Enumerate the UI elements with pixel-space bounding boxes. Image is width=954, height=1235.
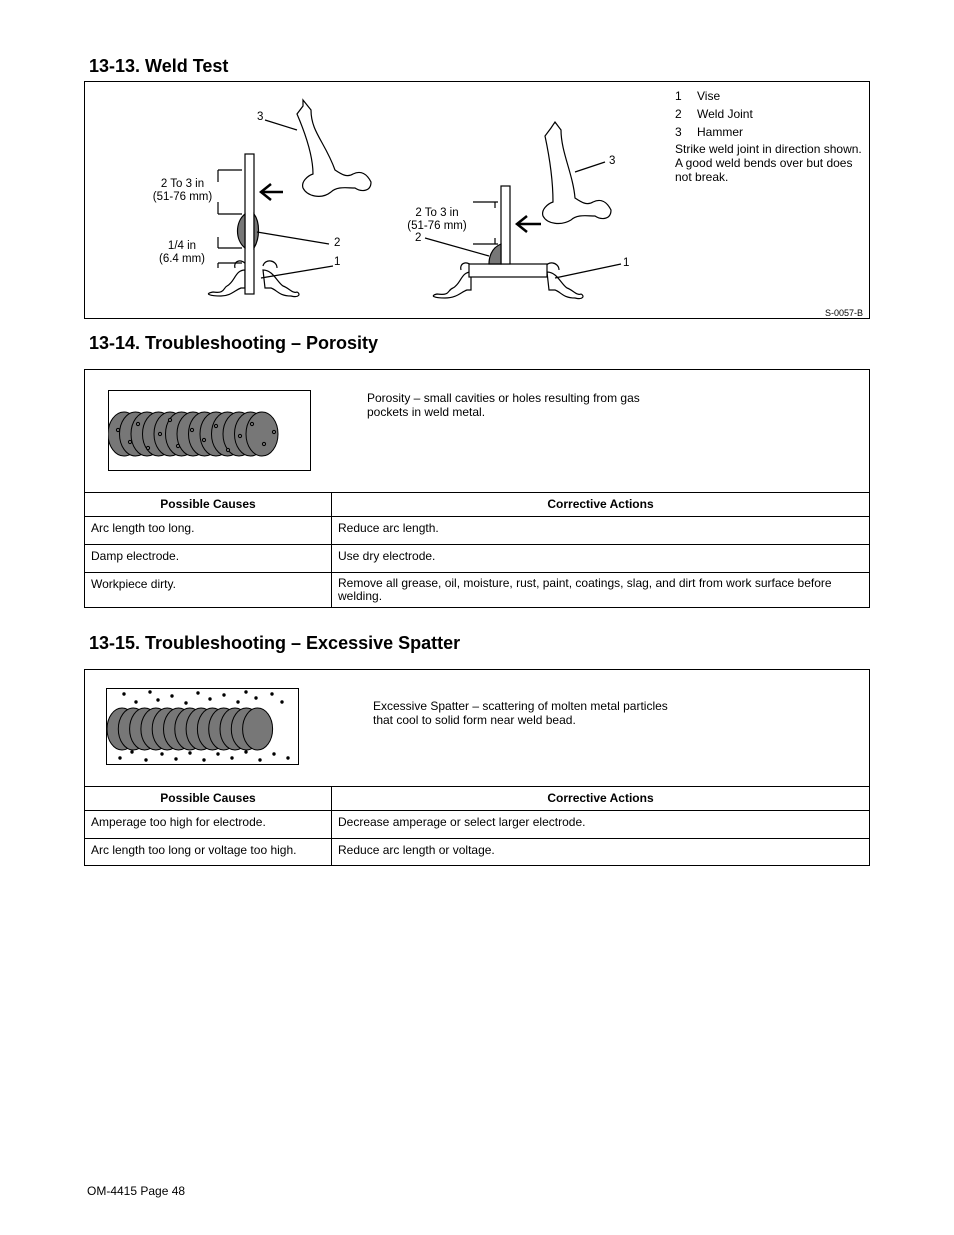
callout-1: 1 <box>334 256 341 268</box>
dimension-text: 2 To 3 in <box>160 178 205 190</box>
description-line: pockets in weld metal. <box>367 405 486 419</box>
spatter-particle <box>134 700 137 703</box>
spatter-description <box>373 699 668 727</box>
spatter-particle <box>188 751 191 754</box>
cause-cell: Damp electrode. <box>85 545 332 573</box>
spatter-weld-illustration <box>106 688 300 766</box>
spatter-particle <box>226 448 229 451</box>
spatter-particle <box>236 700 239 703</box>
figure-code: S-0057-B <box>824 308 863 318</box>
legend-label: Hammer <box>697 125 744 139</box>
spatter-particle <box>168 418 171 421</box>
description-line: Excessive Spatter – scattering of molten metal particles <box>373 699 668 713</box>
spatter-particle <box>214 424 217 427</box>
dimension-text: 2 To 3 in <box>415 207 459 219</box>
legend-label: Vise <box>697 89 721 103</box>
cause-cell: Workpiece dirty. <box>85 573 332 608</box>
spatter-particle <box>202 438 205 441</box>
spatter-particle <box>208 697 211 700</box>
spatter-particle <box>202 758 205 761</box>
spatter-particle <box>244 690 247 693</box>
spatter-particle <box>118 756 121 759</box>
table-row <box>85 839 869 865</box>
legend-label: Weld Joint <box>697 107 753 121</box>
legend-item <box>675 105 870 123</box>
spatter-particle <box>222 693 225 696</box>
dimension-text: (6.4 mm) <box>159 253 205 265</box>
spatter-box <box>84 669 870 866</box>
callout-3: 3 <box>257 111 264 123</box>
spatter-particle <box>216 752 219 755</box>
spatter-particle <box>280 700 283 703</box>
action-cell: Reduce arc length or voltage. <box>332 839 870 865</box>
spatter-particle <box>262 442 265 445</box>
weld-test-figure-box <box>84 81 870 319</box>
dimension-label-2-3in <box>140 178 225 204</box>
porosity-image-row <box>85 370 869 492</box>
section-heading-weld-test: 13-13. Weld Test <box>89 56 229 76</box>
col-header-causes: Possible Causes <box>85 787 332 811</box>
legend-number: 2 <box>675 107 682 121</box>
section-heading-spatter: 13-15. Troubleshooting – Excessive Spatter <box>89 633 461 653</box>
section-heading-porosity: 13-14. Troubleshooting – Porosity <box>89 333 379 353</box>
figure-legend <box>675 87 870 184</box>
page-footer: OM-4415 Page 48 <box>87 1184 186 1198</box>
spatter-image-row <box>85 670 869 786</box>
cause-cell: Amperage too high for electrode. <box>85 811 332 839</box>
weld-test-note: Strike weld joint in direction shown. A good weld bends over but does not break. <box>675 142 862 184</box>
callout-1: 1 <box>623 257 630 269</box>
legend-item <box>675 123 870 141</box>
spatter-particle <box>146 446 149 449</box>
spatter-particle <box>286 756 289 759</box>
dimension-text: (51-76 mm) <box>407 220 467 232</box>
spatter-particle <box>244 750 247 753</box>
table-row <box>85 545 869 573</box>
table-row <box>85 573 869 608</box>
callout-2: 2 <box>415 232 422 244</box>
spatter-particle <box>190 428 193 431</box>
spatter-particle <box>238 434 241 437</box>
spatter-table <box>85 786 869 865</box>
col-header-actions: Corrective Actions <box>332 493 870 517</box>
porosity-table <box>85 492 869 607</box>
dimension-text: 1/4 in <box>167 240 197 252</box>
spatter-particle <box>130 750 133 753</box>
spatter-particle <box>196 691 199 694</box>
weld-ripple <box>243 708 273 750</box>
spatter-particle <box>272 752 275 755</box>
spatter-particle <box>170 694 173 697</box>
table-row <box>85 811 869 839</box>
spatter-particle <box>158 432 161 435</box>
spatter-particle <box>148 690 151 693</box>
col-header-actions: Corrective Actions <box>332 787 870 811</box>
spatter-particle <box>184 701 187 704</box>
porosity-box <box>84 369 870 608</box>
callout-2: 2 <box>334 237 341 249</box>
legend-number: 3 <box>675 125 682 139</box>
spatter-particle <box>250 422 253 425</box>
spatter-particle <box>156 698 159 701</box>
table-header-row <box>85 493 869 517</box>
spatter-particle <box>254 696 257 699</box>
spatter-particle <box>136 422 139 425</box>
porosity-description <box>367 391 640 419</box>
dimension-label-right <box>407 207 467 233</box>
cause-cell: Arc length too long or voltage too high. <box>85 839 332 865</box>
description-line: Porosity – small cavities or holes resulting from gas <box>367 391 640 405</box>
spatter-particle <box>270 692 273 695</box>
action-cell: Reduce arc length. <box>332 517 870 545</box>
porosity-weld-illustration <box>108 390 312 472</box>
spatter-particle <box>258 758 261 761</box>
spatter-particle <box>128 440 131 443</box>
dimension-label-quarter-in <box>147 240 217 266</box>
action-cell: Use dry electrode. <box>332 545 870 573</box>
table-row <box>85 517 869 545</box>
action-cell: Decrease amperage or select larger electrode. <box>332 811 870 839</box>
dimension-text: (51-76 mm) <box>152 191 213 203</box>
spatter-particle <box>230 756 233 759</box>
legend-item <box>675 87 870 105</box>
action-cell: Remove all grease, oil, moisture, rust, paint, coatings, slag, and dirt from work surface before welding. <box>332 573 870 608</box>
cause-cell: Arc length too long. <box>85 517 332 545</box>
weld-ripple <box>246 412 278 456</box>
description-line: that cool to solid form near weld bead. <box>373 713 576 727</box>
callout-3: 3 <box>609 155 616 167</box>
spatter-particle <box>174 757 177 760</box>
spatter-particle <box>144 758 147 761</box>
spatter-particle <box>272 430 275 433</box>
spatter-particle <box>122 692 125 695</box>
legend-number: 1 <box>675 89 682 103</box>
spatter-particle <box>160 752 163 755</box>
spatter-particle <box>116 428 119 431</box>
col-header-causes: Possible Causes <box>85 493 332 517</box>
spatter-particle <box>176 444 179 447</box>
table-header-row <box>85 787 869 811</box>
